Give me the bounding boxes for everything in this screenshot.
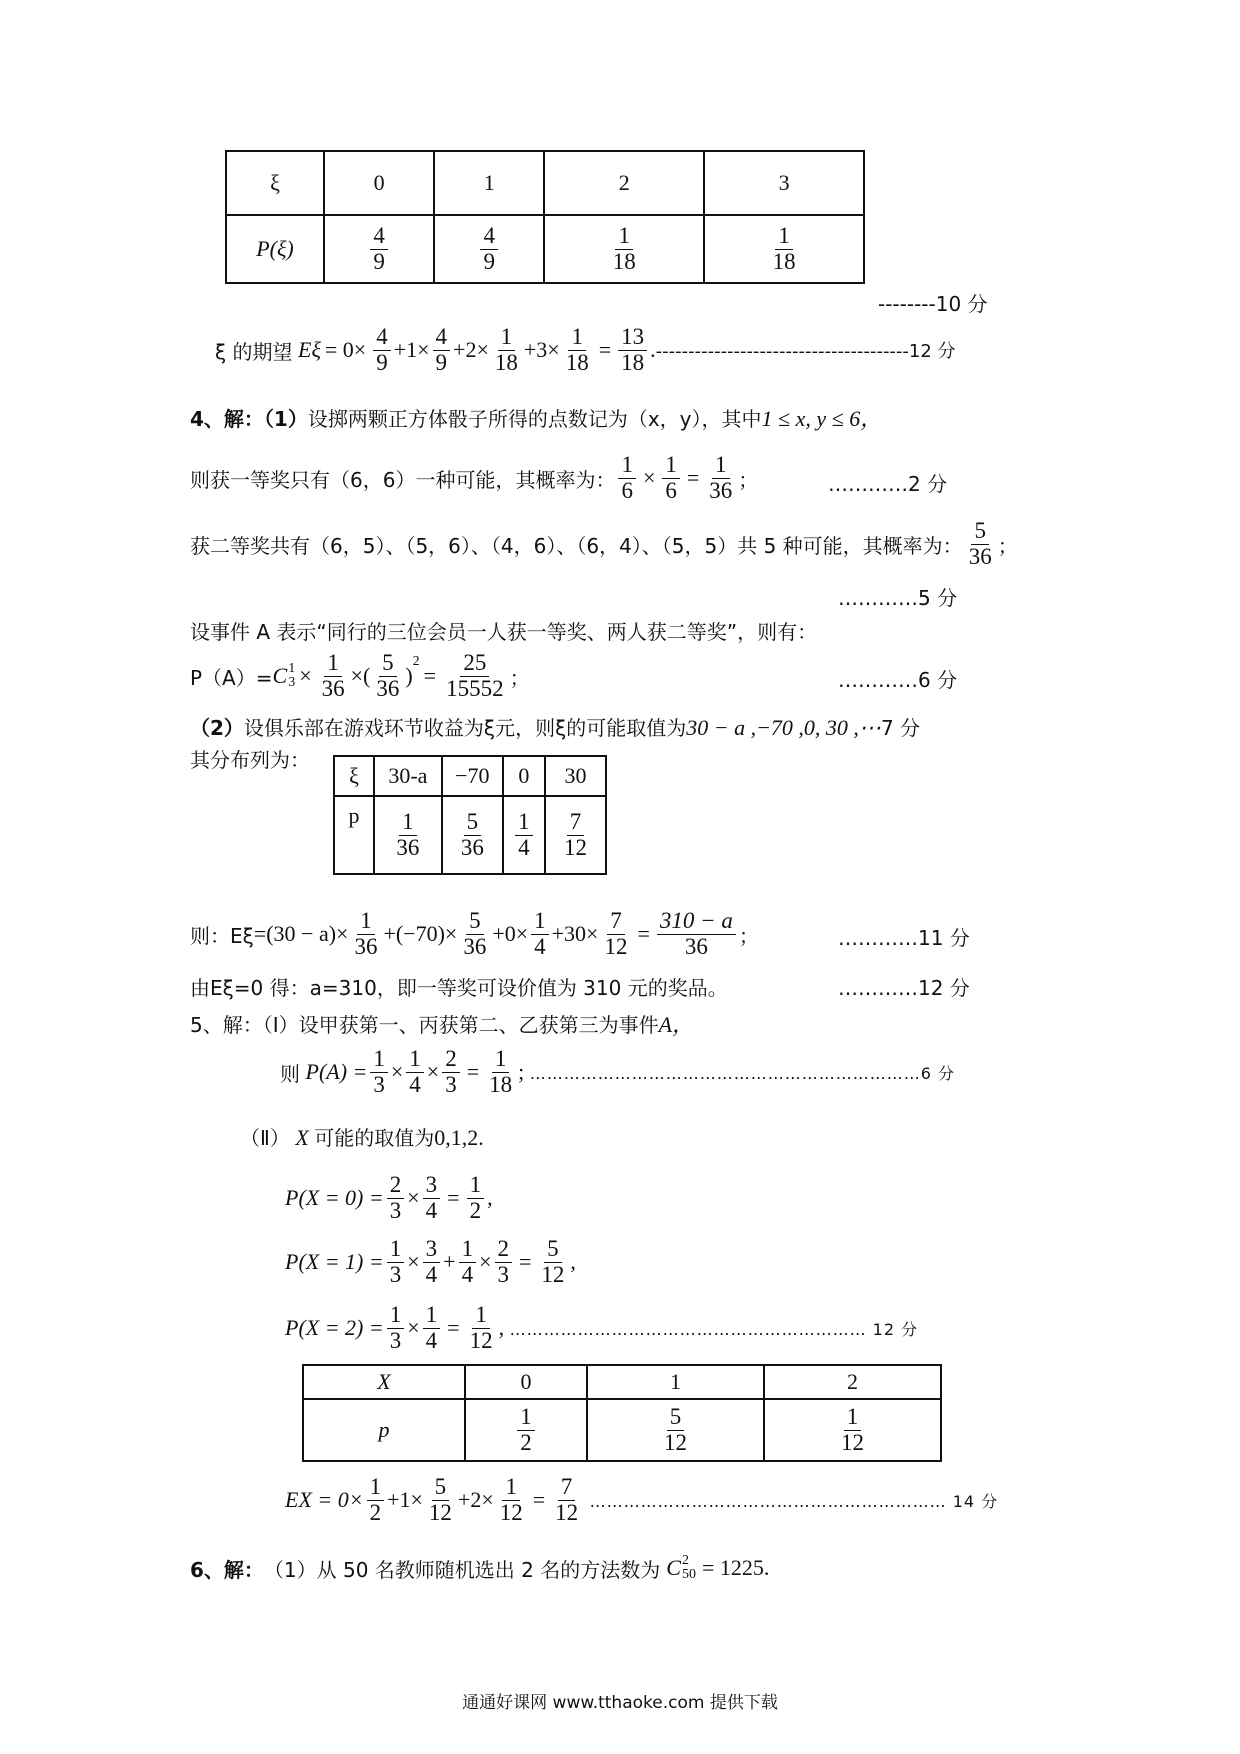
table-cell: $\frac{5}{12}$ bbox=[587, 1399, 764, 1461]
table-header-p: p bbox=[303, 1399, 465, 1461]
score-11: …………11 分 bbox=[838, 926, 970, 950]
table-cell: 1 bbox=[587, 1365, 764, 1399]
q4-line-7: 其分布列为： bbox=[190, 748, 310, 772]
table-cell: 1 bbox=[434, 151, 544, 215]
score-12: …………12 分 bbox=[838, 976, 970, 1000]
q5-p1: P(X = 1) = $\frac{1}{3}$ × $\frac{3}{4}$ + $\frac{1}{4}$ × $\frac{2}{3}$ = $\frac{5}{12}$ , bbox=[285, 1236, 576, 1287]
q4-line-9: 由Eξ=0 得：a=310，即一等奖可设价值为 310 元的奖品。 bbox=[190, 976, 728, 1000]
table-cell: 30-a bbox=[374, 756, 442, 796]
q4-line-2: 则获一等奖只有（6，6）一种可能，其概率为： $\frac{1}{6}$ × $\frac{1}{6}$ = $\frac{1}{36}$ ； bbox=[190, 452, 759, 503]
distribution-table-2 bbox=[333, 755, 607, 875]
q5-p0: P(X = 0) = $\frac{2}{3}$ × $\frac{3}{4}$ = $\frac{1}{2}$ , bbox=[285, 1172, 493, 1223]
table-cell: 0 bbox=[324, 151, 434, 215]
table-header-p: P(ξ) bbox=[226, 215, 324, 283]
distribution-table-1 bbox=[225, 150, 865, 284]
distribution-table-3 bbox=[302, 1364, 942, 1462]
q6-line-1: 6、 解： （1）从 50 名教师随机选出 2 名的方法数为 C 2 50 = 1225. bbox=[190, 1553, 770, 1582]
q4-line-1: 4、解：（1）设掷两颗正方体骰子所得的点数记为（x，y），其中1 ≤ x, y ≤ 6， bbox=[190, 406, 883, 431]
table-cell: $\frac{1}{4}$ bbox=[503, 796, 545, 874]
table-cell: 2 bbox=[544, 151, 704, 215]
score-6: …………6 分 bbox=[838, 668, 958, 692]
q4-line-8: 则：Eξ =(30 − a)× $\frac{1}{36}$ +(−70)× $\frac{5}{36}$ +0× $\frac{1}{4}$ +30× $\frac{7}{12}$ = $\frac{310 - a}{36}$ ； bbox=[190, 908, 759, 959]
table-cell: $\frac{1}{12}$ bbox=[764, 1399, 941, 1461]
table-cell: −70 bbox=[442, 756, 503, 796]
table-cell: $\frac{1}{2}$ bbox=[465, 1399, 587, 1461]
table-cell: $\frac{1}{18}$ bbox=[544, 215, 704, 283]
footer-text: 通通好课网 www.tthaoke.com 提供下载 bbox=[462, 1693, 778, 1713]
table-cell: 3 bbox=[704, 151, 864, 215]
q4-line-3: 获二等奖共有（6，5）、（5，6）、（4，6）、（6，4）、（5，5）共 5 种可能，其概率为： $\frac{5}{36}$ ； bbox=[190, 518, 1018, 569]
q5-p2: P(X = 2) = $\frac{1}{3}$ × $\frac{1}{4}$ = $\frac{1}{12}$ , ……………………………………………………… 12 分 bbox=[285, 1302, 919, 1353]
table-cell: 30 bbox=[545, 756, 606, 796]
table-cell: $\frac{1}{18}$ bbox=[704, 215, 864, 283]
q4-line-6: （2）设俱乐部在游戏环节收益为ξ元，则ξ的可能取值为30 − a ,−70 ,0, 30 ,⋯7 分 bbox=[190, 715, 921, 740]
table-cell: 0 bbox=[465, 1365, 587, 1399]
q5-line-3: （Ⅱ） X 可能的取值为0,1,2. bbox=[240, 1125, 484, 1150]
q5-expectation: EX = 0× $\frac{1}{2}$ +1× $\frac{5}{12}$ +2× $\frac{1}{12}$ = $\frac{7}{12}$ ……………………………………………………… 14 分 bbox=[285, 1474, 999, 1525]
table-header-x: X bbox=[303, 1365, 465, 1399]
q4-line-5: P（A）= C 1 3 × $\frac{1}{36}$ ×( $\frac{5}{36}$ ) $^2$ = $\frac{25}{15552}$ ； bbox=[190, 650, 530, 701]
q5-line-1: 5、解：（Ⅰ）设甲获第一、丙获第二、乙获第三为事件A， bbox=[190, 1012, 695, 1037]
table-cell: $\frac{4}{9}$ bbox=[324, 215, 434, 283]
table-header-xi: ξ bbox=[334, 756, 374, 796]
table-cell: $\frac{4}{9}$ bbox=[434, 215, 544, 283]
expectation-line-1: ξ 的期望 Eξ = 0× $\frac{4}{9}$ +1× $\frac{4}{9}$ +2× $\frac{1}{18}$ +3× $\frac{1}{18}$ = $\frac{13}{18}$ . ---------------------------------------12 分 bbox=[215, 324, 956, 375]
table-cell: 2 bbox=[764, 1365, 941, 1399]
q4-line-4: 设事件 A 表示“同行的三位会员一人获一等奖、两人获二等奖”，则有： bbox=[190, 620, 818, 644]
table-cell: $\frac{5}{36}$ bbox=[442, 796, 503, 874]
table-cell: $\frac{7}{12}$ bbox=[545, 796, 606, 874]
score-10: --------10 分 bbox=[878, 292, 988, 316]
table-header-p: p bbox=[334, 796, 374, 874]
q5-line-2: 则 P(A) = $\frac{1}{3}$ × $\frac{1}{4}$ × $\frac{2}{3}$ = $\frac{1}{18}$ ; ……………………………………………………………6 分 bbox=[280, 1046, 956, 1097]
table-cell: $\frac{1}{36}$ bbox=[374, 796, 442, 874]
table-cell: 0 bbox=[503, 756, 545, 796]
table-header-xi: ξ bbox=[226, 151, 324, 215]
score-5: …………5 分 bbox=[838, 586, 958, 610]
score-2: …………2 分 bbox=[828, 472, 948, 496]
